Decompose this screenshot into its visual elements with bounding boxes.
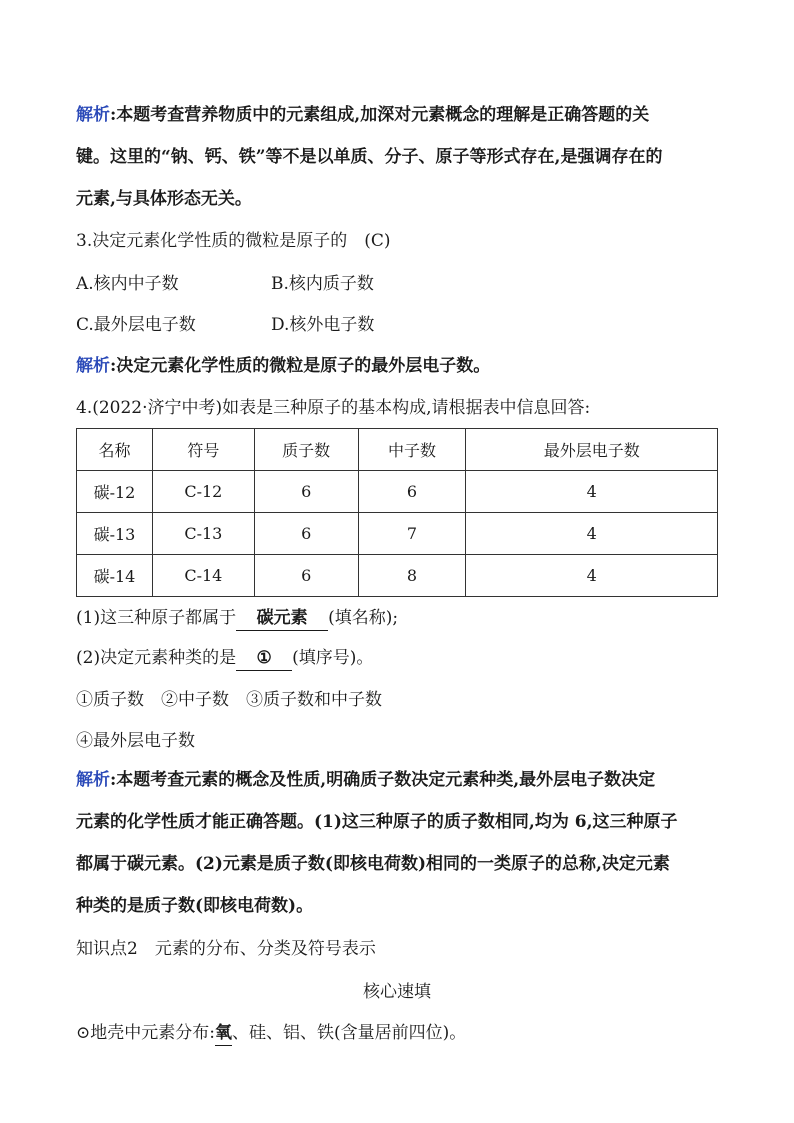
q4-part-1-answer: 碳元素 bbox=[236, 606, 328, 631]
section-subtitle: 核心速填 bbox=[363, 982, 431, 1002]
table-cell: C-14 bbox=[152, 555, 254, 597]
q4-part-1-prefix: (1)这三种原子都属于 bbox=[76, 608, 237, 628]
fill-in-answer: 氧 bbox=[215, 1021, 232, 1046]
table-row bbox=[77, 555, 718, 597]
table-row bbox=[77, 471, 718, 513]
q4-choices-line-1: ①质子数 ②中子数 ③质子数和中子数 bbox=[76, 690, 382, 710]
table-cell: 6 bbox=[254, 555, 358, 597]
q4-analysis-line-2: 元素的化学性质才能正确答题。(1)这三种原子的质子数相同,均为 6,这三种原子 bbox=[76, 812, 678, 832]
table-cell: 6 bbox=[358, 471, 466, 513]
q4-choices-line-2: ④最外层电子数 bbox=[76, 731, 195, 751]
table-cell: 4 bbox=[466, 513, 718, 555]
table-cell: 4 bbox=[466, 555, 718, 597]
q3-stem: 3.决定元素化学性质的微粒是原子的 (C) bbox=[76, 231, 391, 251]
table-header-row bbox=[77, 429, 718, 471]
fill-in-prefix: ⊙地壳中元素分布: bbox=[76, 1023, 215, 1043]
fill-in-suffix: 、硅、铝、铁(含量居前四位)。 bbox=[231, 1023, 467, 1043]
q4-part-1 bbox=[76, 606, 398, 631]
section-title: 知识点2 元素的分布、分类及符号表示 bbox=[76, 939, 376, 959]
q2-analysis-line-1 bbox=[76, 103, 649, 127]
q3-analysis bbox=[76, 354, 490, 378]
table-cell: 碳-14 bbox=[77, 555, 153, 597]
q3-option-c: C.最外层电子数 bbox=[76, 315, 196, 335]
q3-option-a: A.核内中子数 bbox=[76, 274, 179, 294]
q4-part-2-suffix: (填序号)。 bbox=[292, 648, 374, 668]
q4-part-1-suffix: (填名称); bbox=[328, 608, 399, 628]
q4-analysis-text-1: :本题考查元素的概念及性质,明确质子数决定元素种类,最外层电子数决定 bbox=[110, 770, 656, 790]
table-cell: C-13 bbox=[152, 513, 254, 555]
analysis-label: 解析 bbox=[76, 770, 110, 790]
q4-analysis-line-1 bbox=[76, 768, 655, 792]
q3-option-d: D.核外电子数 bbox=[271, 315, 375, 335]
table-cell: 8 bbox=[358, 555, 466, 597]
q2-analysis-line-2: 键。这里的“钠、钙、铁”等不是以单质、分子、原子等形式存在,是强调存在的 bbox=[76, 147, 663, 167]
q3-option-b: B.核内质子数 bbox=[271, 274, 374, 294]
table-row bbox=[77, 513, 718, 555]
q4-part-2 bbox=[76, 646, 373, 671]
q4-part-2-answer: ① bbox=[236, 646, 292, 671]
q4-analysis-line-4: 种类的是质子数(即核电荷数)。 bbox=[76, 896, 314, 916]
q4-analysis-line-3: 都属于碳元素。(2)元素是质子数(即核电荷数)相同的一类原子的总称,决定元素 bbox=[76, 854, 670, 874]
table-cell: 碳-13 bbox=[77, 513, 153, 555]
q2-analysis-text-1: :本题考查营养物质中的元素组成,加深对元素概念的理解是正确答题的关 bbox=[110, 105, 650, 125]
table-cell: 碳-12 bbox=[77, 471, 153, 513]
table-header: 名称 bbox=[77, 429, 153, 471]
table-header: 质子数 bbox=[254, 429, 358, 471]
q4-part-2-prefix: (2)决定元素种类的是 bbox=[76, 648, 237, 668]
table-cell: 6 bbox=[254, 471, 358, 513]
table-header: 中子数 bbox=[358, 429, 466, 471]
table-cell: C-12 bbox=[152, 471, 254, 513]
table-header: 最外层电子数 bbox=[466, 429, 718, 471]
table-cell: 4 bbox=[466, 471, 718, 513]
table-cell: 7 bbox=[358, 513, 466, 555]
analysis-label: 解析 bbox=[76, 356, 110, 376]
table-header: 符号 bbox=[152, 429, 254, 471]
atom-table bbox=[76, 428, 718, 597]
q2-analysis-line-3: 元素,与具体形态无关。 bbox=[76, 189, 252, 209]
analysis-label: 解析 bbox=[76, 105, 110, 125]
fill-in-line-1 bbox=[76, 1021, 466, 1046]
table-cell: 6 bbox=[254, 513, 358, 555]
q3-analysis-text: :决定元素化学性质的微粒是原子的最外层电子数。 bbox=[110, 356, 491, 376]
q4-stem: 4.(2022·济宁中考)如表是三种原子的基本构成,请根据表中信息回答: bbox=[76, 398, 591, 418]
